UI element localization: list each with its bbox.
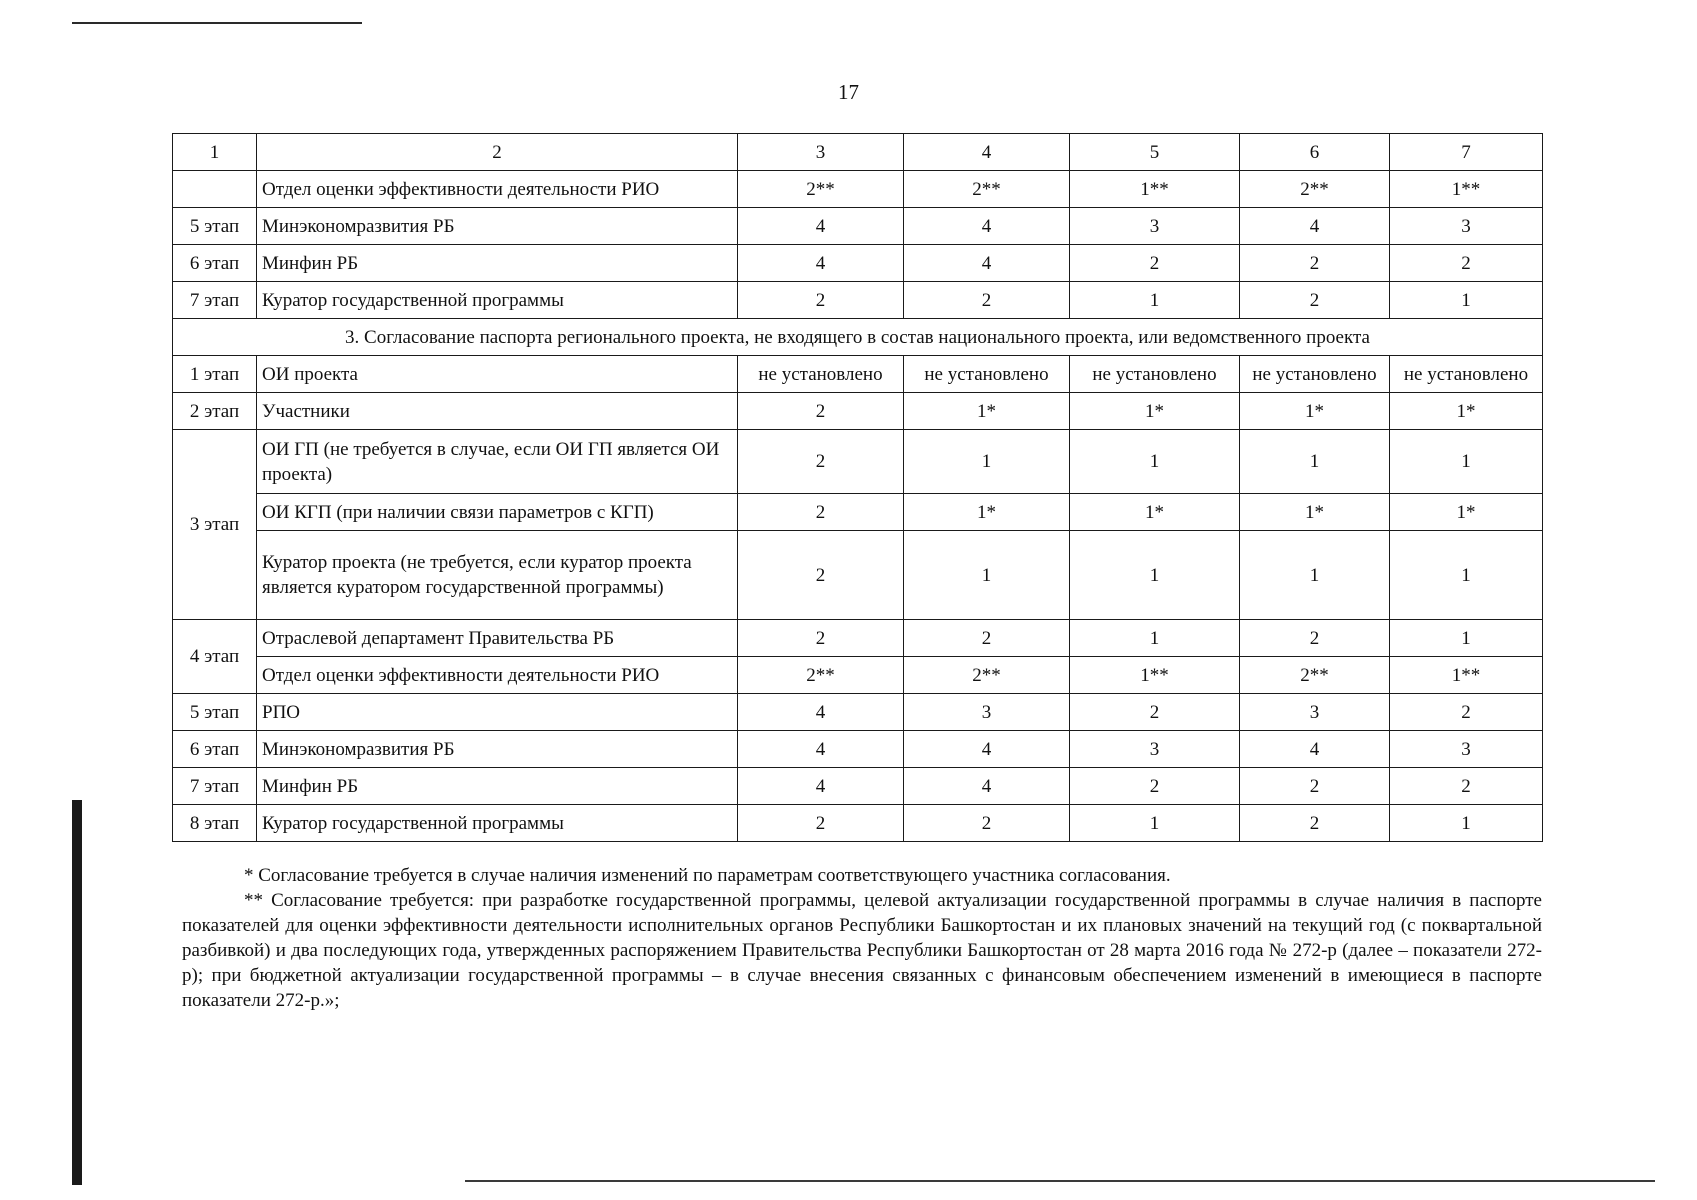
header-cell: 4 <box>904 134 1070 171</box>
table-row <box>173 731 1543 768</box>
table-row <box>173 208 1543 245</box>
value-cell: 4 <box>738 768 904 805</box>
table-row <box>173 494 1543 531</box>
value-cell: 1* <box>1070 494 1240 531</box>
value-cell: 2** <box>1240 657 1390 694</box>
value-cell: 2** <box>904 657 1070 694</box>
value-cell: 2 <box>1240 768 1390 805</box>
value-cell: 1 <box>1240 531 1390 620</box>
value-cell: 1 <box>1070 430 1240 494</box>
table-row <box>173 657 1543 694</box>
stage-cell: 7 этап <box>173 282 257 319</box>
participant-cell: Минэкономразвития РБ <box>257 208 738 245</box>
participant-cell: РПО <box>257 694 738 731</box>
value-cell: 2 <box>904 805 1070 842</box>
value-cell: не установлено <box>1240 356 1390 393</box>
value-cell: 1 <box>1390 282 1543 319</box>
value-cell: 4 <box>904 208 1070 245</box>
value-cell: 1* <box>904 494 1070 531</box>
value-cell: 4 <box>1240 208 1390 245</box>
table-row <box>173 393 1543 430</box>
table-row <box>173 356 1543 393</box>
value-cell: 4 <box>738 731 904 768</box>
participant-cell: Отдел оценки эффективности деятельности РИО <box>257 171 738 208</box>
value-cell: 2 <box>1390 768 1543 805</box>
value-cell: 1 <box>1070 805 1240 842</box>
stage-cell: 2 этап <box>173 393 257 430</box>
value-cell: 1 <box>904 430 1070 494</box>
value-cell: 3 <box>1070 731 1240 768</box>
value-cell: 1** <box>1070 657 1240 694</box>
header-cell: 5 <box>1070 134 1240 171</box>
value-cell: 1** <box>1070 171 1240 208</box>
value-cell: не установлено <box>1390 356 1543 393</box>
scan-edge-bar-left <box>72 800 82 1185</box>
table-row <box>173 805 1543 842</box>
value-cell: 1 <box>1390 531 1543 620</box>
section-title: 3. Согласование паспорта регионального проекта, не входящего в состав национального проекта, или ведомственного проекта <box>173 319 1543 356</box>
value-cell: 2 <box>738 531 904 620</box>
value-cell: 4 <box>904 768 1070 805</box>
header-cell: 2 <box>257 134 738 171</box>
value-cell: 1 <box>1070 620 1240 657</box>
stage-cell: 1 этап <box>173 356 257 393</box>
stage-cell: 7 этап <box>173 768 257 805</box>
value-cell: 1* <box>1390 393 1543 430</box>
value-cell: 4 <box>738 694 904 731</box>
page-number: 17 <box>838 80 859 104</box>
value-cell: 1 <box>1390 805 1543 842</box>
value-cell: 2 <box>1240 282 1390 319</box>
value-cell: 1 <box>1390 620 1543 657</box>
participant-cell: Отдел оценки эффективности деятельности РИО <box>257 657 738 694</box>
value-cell: 2 <box>738 282 904 319</box>
footnote-two-star: ** Согласование требуется: при разработке государственной программы, целевой актуализации государственной программы в случае наличия в паспорте показателей для оценки эффективности деятельности исполнительных органов Республики Башкортостан и их плановых значений на текущий год (с поквартальной разбивкой) и два последующих года, утвержденных распоряжением Правительства Республики Башкортостан от 28 марта 2016 года № 272-р (далее – показатели 272-р); при бюджетной актуализации государственной программы – в случае внесения связанных с финансовым обеспечением изменений в имеющиеся в паспорте показатели 272-р.»; <box>182 890 1542 1011</box>
participant-cell: Куратор государственной программы <box>257 805 738 842</box>
value-cell: 4 <box>1240 731 1390 768</box>
stage-cell: 3 этап <box>173 430 257 620</box>
value-cell: 3 <box>1390 731 1543 768</box>
participant-cell: Участники <box>257 393 738 430</box>
value-cell: 1 <box>1070 282 1240 319</box>
value-cell: 2 <box>1390 245 1543 282</box>
value-cell: 1* <box>904 393 1070 430</box>
participant-cell: ОИ КГП (при наличии связи параметров с КГП) <box>257 494 738 531</box>
value-cell: 3 <box>1240 694 1390 731</box>
value-cell: 2** <box>738 657 904 694</box>
value-cell: 2 <box>738 620 904 657</box>
footnote-one-star: * Согласование требуется в случае наличия изменений по параметрам соответствующего участника согласования. <box>244 865 1171 886</box>
value-cell: 2 <box>1240 245 1390 282</box>
value-cell: 1* <box>1240 393 1390 430</box>
value-cell: 2** <box>1240 171 1390 208</box>
stage-cell: 8 этап <box>173 805 257 842</box>
value-cell: 1 <box>904 531 1070 620</box>
participant-cell: Минфин РБ <box>257 768 738 805</box>
value-cell: 2 <box>738 805 904 842</box>
participant-cell: Отраслевой департамент Правительства РБ <box>257 620 738 657</box>
table-row <box>173 245 1543 282</box>
section-row <box>173 319 1543 356</box>
stage-cell: 4 этап <box>173 620 257 694</box>
value-cell: 1** <box>1390 657 1543 694</box>
table-row <box>173 282 1543 319</box>
value-cell: 3 <box>1070 208 1240 245</box>
value-cell: 2 <box>1240 620 1390 657</box>
value-cell: 2 <box>904 620 1070 657</box>
value-cell: не установлено <box>738 356 904 393</box>
footnotes <box>182 863 1542 1013</box>
stage-cell: 5 этап <box>173 694 257 731</box>
value-cell: 1** <box>1390 171 1543 208</box>
header-cell: 3 <box>738 134 904 171</box>
value-cell: 4 <box>904 245 1070 282</box>
value-cell: 1 <box>1390 430 1543 494</box>
stage-cell: 5 этап <box>173 208 257 245</box>
value-cell: 1* <box>1070 393 1240 430</box>
table-row <box>173 430 1543 494</box>
table-row <box>173 171 1543 208</box>
value-cell: 2 <box>738 494 904 531</box>
value-cell: 1* <box>1240 494 1390 531</box>
value-cell: 3 <box>904 694 1070 731</box>
value-cell: 2 <box>1240 805 1390 842</box>
header-cell: 7 <box>1390 134 1543 171</box>
scan-edge-line-top <box>72 22 362 24</box>
value-cell: 2 <box>1390 694 1543 731</box>
participant-cell: Куратор государственной программы <box>257 282 738 319</box>
participant-cell: Минфин РБ <box>257 245 738 282</box>
value-cell: 2 <box>1070 768 1240 805</box>
value-cell: 1 <box>1240 430 1390 494</box>
value-cell: не установлено <box>904 356 1070 393</box>
value-cell: 1 <box>1070 531 1240 620</box>
value-cell: 3 <box>1390 208 1543 245</box>
stage-cell: 6 этап <box>173 731 257 768</box>
header-cell: 1 <box>173 134 257 171</box>
participant-cell: Минэкономразвития РБ <box>257 731 738 768</box>
participant-cell: Куратор проекта (не требуется, если куратор проекта является куратором государственной программы) <box>257 531 738 620</box>
value-cell: 2 <box>1070 694 1240 731</box>
value-cell: 4 <box>904 731 1070 768</box>
value-cell: 2 <box>738 430 904 494</box>
table-header-row <box>173 134 1543 171</box>
value-cell: 1* <box>1390 494 1543 531</box>
table-row <box>173 620 1543 657</box>
value-cell: 2 <box>904 282 1070 319</box>
approval-stages-table <box>172 133 1543 842</box>
stage-cell <box>173 171 257 208</box>
value-cell: 2** <box>904 171 1070 208</box>
header-cell: 6 <box>1240 134 1390 171</box>
table-row <box>173 531 1543 620</box>
value-cell: 4 <box>738 208 904 245</box>
value-cell: 2** <box>738 171 904 208</box>
scan-edge-line-bottom <box>465 1180 1655 1182</box>
stage-cell: 6 этап <box>173 245 257 282</box>
value-cell: 4 <box>738 245 904 282</box>
value-cell: не установлено <box>1070 356 1240 393</box>
value-cell: 2 <box>1070 245 1240 282</box>
table-row <box>173 694 1543 731</box>
participant-cell: ОИ ГП (не требуется в случае, если ОИ ГП является ОИ проекта) <box>257 430 738 494</box>
value-cell: 2 <box>738 393 904 430</box>
participant-cell: ОИ проекта <box>257 356 738 393</box>
table-row <box>173 768 1543 805</box>
